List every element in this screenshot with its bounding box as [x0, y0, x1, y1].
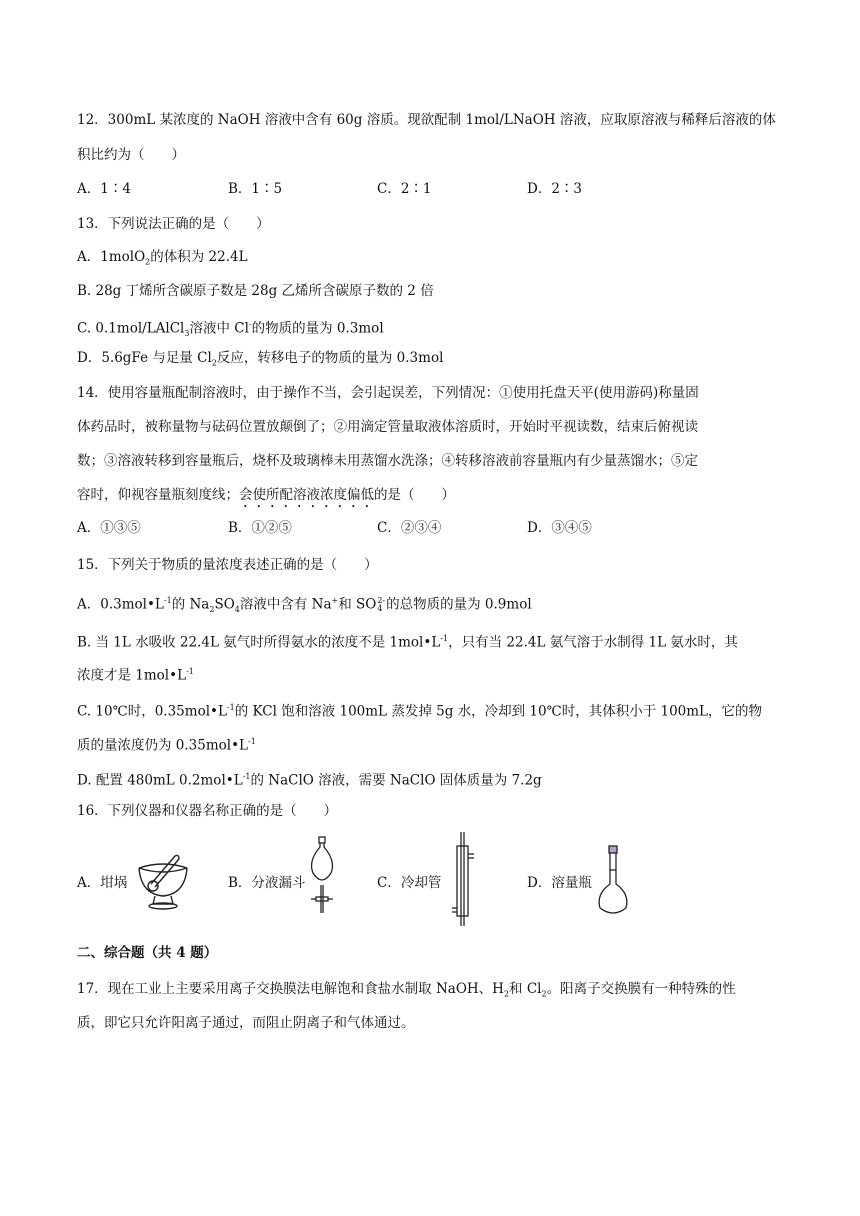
q13-option-a: A．1molO$_2$的体积为 22.4L [77, 249, 248, 267]
condenser-icon [448, 830, 478, 930]
q15-option-b-line1: B. 当 1L 水吸收 22.4L 氨气时所得氨水的浓度不是 $1mol•L^{-1}$，只有当 22.4L 氨气溶于水制得 1L 氨水时，其 [77, 634, 738, 651]
q17-line1: 17．现在工业上主要采用离子交换膜法电解饱和食盐水制取 NaOH、$H_2$和 $Cl_2$。阳离子交换膜有一种特殊的性 [77, 981, 736, 999]
q15-option-d: D. 配置 480mL $0.2mol•L^{-1}$的 NaClO 溶液，需要 NaClO 固体质量为 7.2g [77, 772, 542, 789]
q14-line3: 数；③溶液转移到容量瓶后，烧杯及玻璃棒未用蒸馏水洗涤；④转移溶液前容量瓶内有少量蒸馏水；⑤定 [77, 453, 698, 469]
q17-line2: 质，即它只允许阳离子通过，而阻止阴离子和气体通过。 [77, 1015, 415, 1031]
q16-option-b: B．分液漏斗 [228, 875, 306, 891]
q13-option-b: B. 28g 丁烯所含碳原子数是 28g 乙烯所含碳原子数的 2 倍 [77, 283, 434, 299]
q13-option-c: C. 0.1mol/LAlCl$_3$溶液中 Cl-的物质的量为 0.3mol [77, 320, 384, 339]
q12-option-d: D．2∶3 [527, 181, 583, 197]
q12-line2: 积比约为（ ） [77, 147, 185, 163]
q14-option-c: C．②③④ [377, 520, 442, 536]
q14-line2: 体药品时，被称量物与砝码位置放颠倒了；②用滴定管量取液体溶质时，开始时平视读数，结束后俯视读 [77, 419, 698, 435]
q14-line1: 14．使用容量瓶配制溶液时，由于操作不当，会引起误差，下列情况：①使用托盘天平(使用游码)称量固 [77, 385, 699, 401]
q12-option-c: C．2∶1 [377, 181, 432, 197]
mortar-pestle-icon [135, 850, 191, 912]
section-title: 二、综合题（共 4 题） [77, 945, 218, 961]
q15-option-b-line2: 浓度才是 $1mol•L^{-1}$ [77, 667, 194, 684]
q12-line1: 12．300mL 某浓度的 NaOH 溶液中含有 60g 溶质。现欲配制 1mol/LNaOH 溶液，应取原溶液与稀释后溶液的体 [77, 112, 776, 128]
q12-option-b: B．1∶5 [228, 181, 283, 197]
q14-option-b: B．①②⑤ [228, 520, 292, 536]
q13-stem: 13．下列说法正确的是（ ） [77, 216, 270, 232]
q14-line4: 容时，仰视容量瓶刻度线；会使所配溶液浓度偏低的是（ ） [77, 487, 455, 503]
q15-option-c-line1: C. 10℃时，$0.35mol•L^{-1}$的 KCl 饱和溶液 100mL 蒸发掉 5g 水，冷却到 10℃时，其体积小于 100mL，它的物 [77, 703, 763, 720]
q15-stem: 15．下列关于物质的量浓度表述正确的是（ ） [77, 557, 378, 573]
q14-option-a: A．①③⑤ [77, 520, 141, 536]
q15-option-a: A．$0.3mol•L^{-1}$的 $Na_2SO_4$溶液中含有 Na+和 SO 2- 4 的总物质的量为 0.9mol [77, 596, 532, 615]
q13-option-d: D．5.6gFe 与足量 $Cl_2$反应，转移电子的物质的量为 0.3mol [77, 350, 444, 368]
q15-option-c-line2: 质的量浓度仍为 $0.35mol•L^{-1}$ [77, 737, 256, 754]
emphasis-text: 会使所配溶液浓度偏低 [239, 487, 374, 503]
q12-option-a: A．1∶4 [77, 181, 131, 197]
q16-stem: 16．下列仪器和仪器名称正确的是（ ） [77, 803, 338, 819]
separatory-funnel-icon [305, 835, 339, 919]
q14-option-d: D．③④⑤ [527, 520, 592, 536]
q16-option-a: A．坩埚 [77, 875, 128, 891]
volumetric-flask-icon [594, 844, 632, 918]
q16-option-c: C．冷却管 [377, 875, 442, 891]
q16-option-d: D．溶量瓶 [527, 875, 592, 891]
